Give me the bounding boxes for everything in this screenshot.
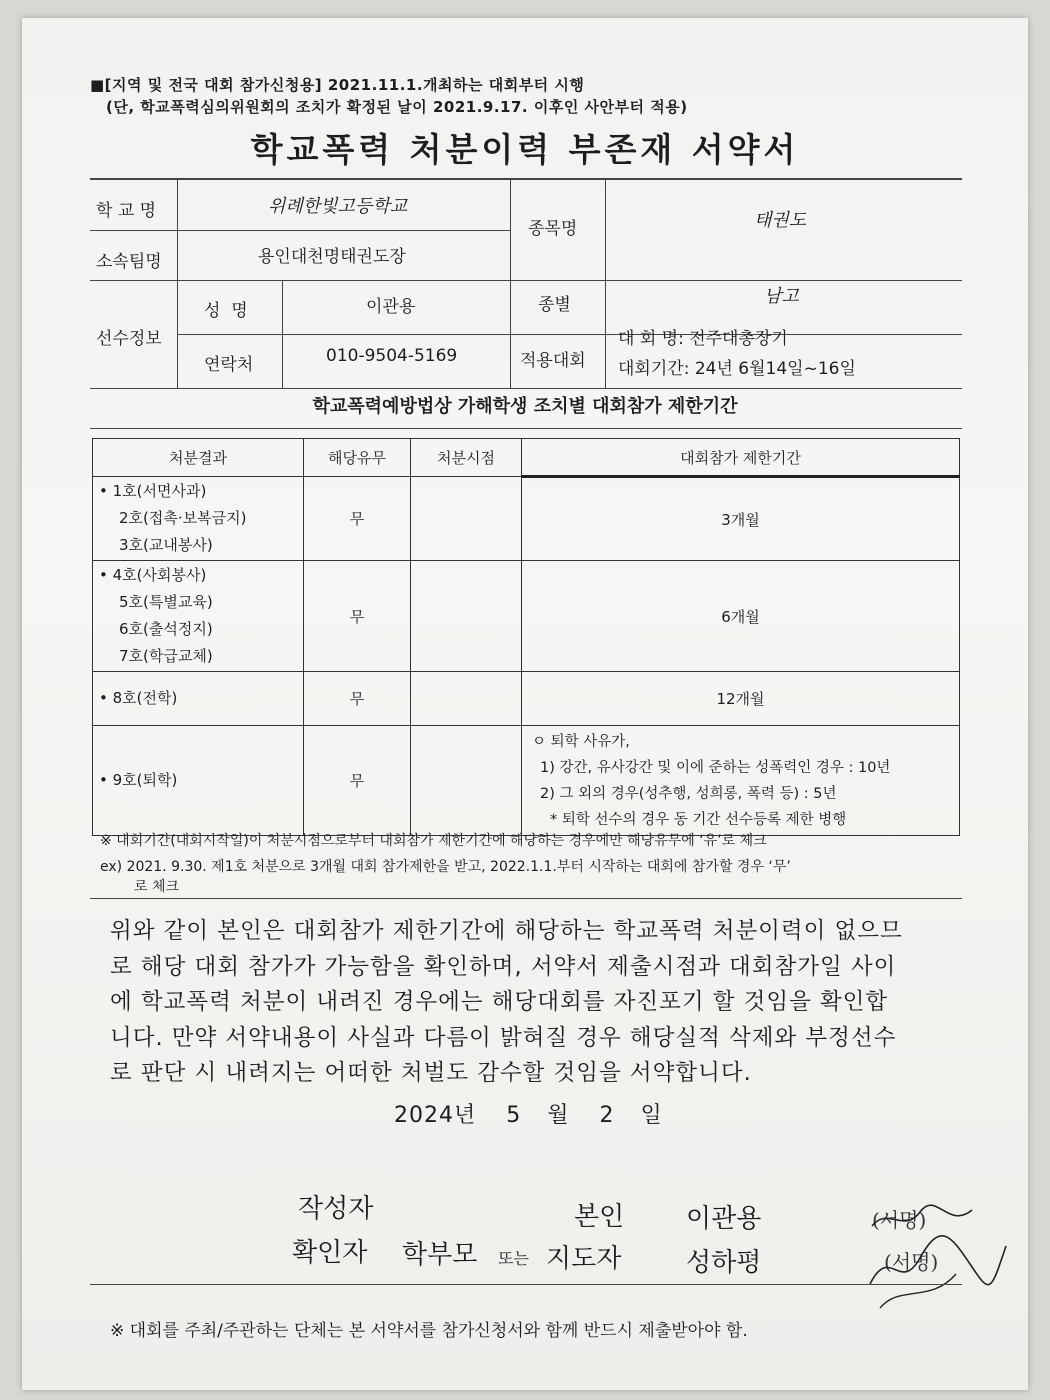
- disposition-item: 2호(접촉·보복금지): [119, 509, 247, 527]
- disposition-cell: [93, 726, 304, 836]
- header-line-2: (단, 학교폭력심의위원회의 조치가 확정된 날이 2021.9.17. 이후인 사안부터 적용): [106, 98, 688, 116]
- table-header-row: [93, 439, 960, 477]
- name-value: 이관용: [366, 297, 416, 317]
- disposition-date-cell: [411, 561, 522, 672]
- info-divider: [177, 334, 962, 335]
- applicable-cell: 무: [304, 672, 411, 726]
- restriction-table: [92, 438, 960, 836]
- contact-value: 010-9504-5169: [326, 346, 458, 366]
- disposition-cell: [93, 477, 304, 561]
- competition-name: 대 회 명: 전주대총장기: [618, 329, 788, 349]
- competition-period: 대회기간: 24년 6월14일~16일: [618, 359, 856, 379]
- document-title: 학교폭력 처분이력 부존재 서약서: [250, 130, 800, 169]
- team-value: 용인대천명태권도장: [258, 247, 406, 267]
- restriction-period-cell: [522, 726, 960, 836]
- disposition-item: • 8호(전학): [99, 689, 178, 707]
- disposition-cell: [93, 561, 304, 672]
- table-row: [93, 672, 960, 726]
- restriction-subtitle: 학교폭력예방법상 가해학생 조치별 대회참가 제한기간: [312, 396, 738, 417]
- expulsion-note: ㅇ 퇴학 사유가,: [532, 733, 630, 750]
- table-example-cont: 로 체크: [134, 879, 180, 895]
- school-label: 학 교 명: [96, 201, 157, 221]
- column-header: 대회참가 제한기간: [522, 439, 960, 477]
- confirmer-signature-stamp: (서명): [884, 1250, 939, 1274]
- date-day-unit: 일: [640, 1103, 663, 1128]
- pledge-line: 로 해당 대회 참가가 가능함을 확인하며, 서약서 제출시점과 대회참가일 사이: [110, 953, 897, 980]
- expulsion-note: 1) 강간, 유사강간 및 이에 준하는 성폭력인 경우 : 10년: [540, 759, 891, 776]
- disposition-item: • 9호(퇴학): [99, 771, 178, 789]
- disposition-item: 5호(특별교육): [119, 593, 213, 611]
- info-divider: [90, 280, 962, 281]
- pledge-document: [22, 18, 1028, 1390]
- column-header: 처분결과: [93, 439, 304, 477]
- contact-label: 연락처: [204, 355, 254, 375]
- disposition-date-cell: [411, 477, 522, 561]
- writer-name: 이관용: [686, 1204, 762, 1234]
- signature-underline: [90, 1284, 962, 1285]
- table-row: [93, 726, 960, 836]
- restriction-period-cell: 3개월: [522, 477, 960, 561]
- pledge-date: [394, 1098, 663, 1129]
- applicable-cell: 무: [304, 477, 411, 561]
- division-label: 종별: [538, 295, 571, 315]
- column-header: 처분시점: [411, 439, 522, 477]
- table-note: ※ 대회기간(대회시작일)이 처분시점으로부터 대회참가 제한기간에 해당하는 경우에만 해당유무에 ‘유’로 체크: [100, 833, 767, 849]
- table-example: ex) 2021. 9.30. 제1호 처분으로 3개월 대회 참가제한을 받고, 2022.1.1.부터 시작하는 대회에 참가할 경우 ‘무’: [100, 859, 791, 875]
- column-header: 해당유무: [304, 439, 411, 477]
- date-month: 5: [506, 1103, 522, 1128]
- event-value: 태권도: [754, 210, 807, 231]
- subtitle-underline: [90, 428, 962, 429]
- pledge-line: 니다. 만약 서약내용이 사실과 다름이 밝혀질 경우 해당실적 삭제와 부정선수: [110, 1024, 897, 1051]
- disposition-item: • 4호(사회봉사): [99, 566, 207, 584]
- writer-signature-stamp: (서명): [872, 1208, 927, 1232]
- info-col-divider: [510, 178, 511, 388]
- applicable-cell: 무: [304, 726, 411, 836]
- restriction-period-cell: 6개월: [522, 561, 960, 672]
- info-top-border: [90, 178, 962, 180]
- expulsion-note: 2) 그 외의 경우(성추행, 성희롱, 폭력 등) : 5년: [540, 785, 837, 802]
- pledge-line: 에 학교폭력 처분이 내려진 경우에는 해당대회를 자진포기 할 것임을 확인합: [110, 989, 889, 1015]
- header-line-1: ■[지역 및 전국 대회 참가신청용] 2021.11.1.개최하는 대회부터 시행: [90, 76, 585, 94]
- school-value: 위례한빛고등학교: [268, 196, 408, 217]
- pledge-line: 위와 같이 본인은 대회참가 제한기간에 해당하는 학교폭력 처분이력이 없으므: [110, 918, 903, 944]
- confirmer-signature-scribble: [860, 1224, 1010, 1314]
- disposition-date-cell: [411, 726, 522, 836]
- table-row: [93, 477, 960, 561]
- disposition-date-cell: [411, 672, 522, 726]
- disposition-item: 6호(출석정지): [119, 620, 213, 638]
- info-col-divider: [282, 280, 283, 388]
- competition-label: 적용대회: [520, 351, 586, 371]
- pledge-line: 로 판단 시 내려지는 어떠한 처벌도 감수할 것임을 서약합니다.: [110, 1060, 752, 1086]
- disposition-item: 3호(교내봉사): [119, 536, 213, 554]
- or-label: 또는: [498, 1249, 529, 1268]
- event-label: 종목명: [528, 219, 578, 239]
- date-year: 2024년: [394, 1103, 477, 1128]
- restriction-period-cell: 12개월: [522, 672, 960, 726]
- note-underline: [90, 898, 962, 899]
- disposition-item: 7호(학급교체): [119, 647, 213, 665]
- table-row: [93, 561, 960, 672]
- confirmer-label: 확인자: [292, 1238, 368, 1268]
- expulsion-note: * 퇴학 선수의 경우 동 기간 선수등록 제한 병행: [550, 811, 847, 828]
- info-col-divider: [605, 178, 606, 388]
- coach-label: 지도자: [546, 1244, 622, 1274]
- disposition-item: • 1호(서면사과): [99, 482, 207, 500]
- info-divider: [90, 230, 510, 231]
- athlete-info-label: 선수정보: [96, 329, 162, 349]
- confirmer-name: 성하평: [686, 1248, 762, 1278]
- info-col-divider: [177, 178, 178, 388]
- info-bottom-border: [90, 388, 962, 389]
- name-label: 성 명: [204, 301, 248, 321]
- disposition-cell: [93, 672, 304, 726]
- date-month-unit: 월: [547, 1103, 570, 1128]
- date-day: 2: [599, 1103, 615, 1128]
- division-value: 남고: [764, 286, 799, 307]
- self-label: 본인: [574, 1202, 625, 1232]
- applicable-cell: 무: [304, 561, 411, 672]
- pledge-paragraph: [110, 914, 970, 1092]
- footer-note: ※ 대회를 주최/주관하는 단체는 본 서약서를 참가신청서와 함께 반드시 제출받아야 함.: [110, 1321, 748, 1341]
- team-label: 소속팀명: [96, 252, 162, 272]
- parent-label: 학부모: [402, 1240, 478, 1270]
- writer-label: 작성자: [298, 1194, 374, 1224]
